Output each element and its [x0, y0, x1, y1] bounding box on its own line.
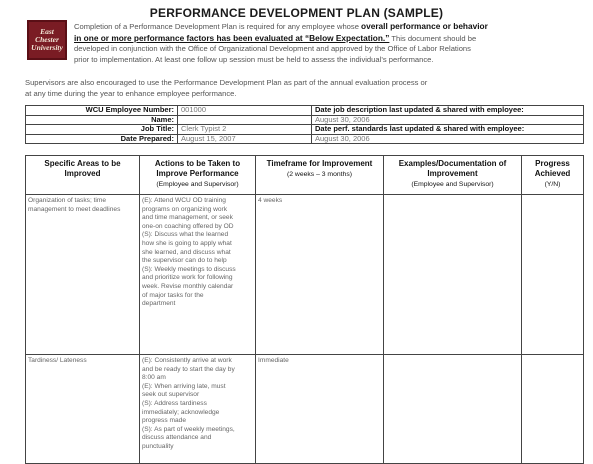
cell-text-line: (S): As part of weekly meetings, [142, 425, 235, 433]
cell-text-line: (S): Address tardiness [142, 399, 207, 407]
page-title: PERFORMANCE DEVELOPMENT PLAN (SAMPLE) [149, 6, 444, 20]
timeframe-cell[interactable] [256, 195, 384, 355]
date-prepared-label: Date Prepared: [26, 134, 178, 144]
cell-text-line: immediately; acknowledge [142, 408, 220, 416]
actions-cell[interactable] [140, 195, 256, 355]
cell-text-line: programs on organizing work [142, 205, 228, 213]
cell-text-line: of major tasks for the [142, 291, 204, 299]
logo-line: East [40, 27, 54, 36]
name-label: Name: [26, 115, 178, 125]
job-description-date-label: Date job description last updated & shared with employee: [312, 106, 584, 116]
supervisor-text: at any time during the year to enhance employee performance. [25, 88, 237, 98]
intro-text: Completion of a Performance Development Plan is required for any employee whose [74, 22, 362, 31]
cell-text-line: (E): Attend WCU OD training [142, 197, 226, 204]
standards-date-field[interactable]: August 30, 2006 [312, 134, 584, 144]
job-description-date-field[interactable]: August 30, 2006 [312, 115, 584, 125]
examples-cell[interactable] [384, 355, 522, 464]
job-title-field[interactable]: Clerk Typist 2 [178, 125, 312, 135]
cell-text-line: how she is going to apply what [142, 239, 232, 247]
column-header-areas: Specific Areas to be Improved [26, 156, 140, 195]
progress-cell[interactable] [522, 195, 584, 355]
university-logo [27, 20, 67, 60]
supervisor-note [25, 78, 585, 99]
column-header-actions: Actions to be Taken to Improve Performance (Employee and Supervisor) [140, 156, 256, 195]
cell-text-line: Immediate [258, 357, 289, 364]
intro-text: This document should be [389, 33, 477, 43]
column-header-progress: Progress Achieved (Y/N) [522, 156, 584, 195]
cell-text-line: and time management, or seek [142, 214, 233, 222]
cell-text-line: and be ready to start the day by [142, 365, 235, 373]
intro-emphasis: overall performance or behavior [361, 21, 488, 31]
cell-text-line: and prioritize work for following [142, 274, 233, 282]
cell-text-line: Organization of tasks; time [28, 197, 107, 204]
intro-emphasis: in one or more performance factors has been evaluated at [74, 32, 306, 43]
employee-number-label: WCU Employee Number: [26, 106, 178, 116]
cell-text-line: 8:00 am [142, 374, 166, 382]
cell-text-line: department [142, 300, 176, 308]
intro-text: developed in conjunction with the Office of Organizational Development and approved by the Office of Labor Relations [74, 44, 471, 53]
intro-emphasis: “Below Expectation.” [305, 32, 390, 43]
cell-text-line: management to meet deadlines [28, 205, 121, 213]
cell-text-line: discuss attendance and [142, 434, 212, 442]
cell-text-line: the supervisor can do to help [142, 257, 227, 265]
progress-cell[interactable] [522, 355, 584, 464]
logo-line: University [31, 43, 63, 52]
logo-line: Chester [35, 35, 59, 44]
area-cell[interactable] [26, 195, 140, 355]
cell-text-line: (E): When arriving late, must [142, 382, 226, 390]
column-header-timeframe: Timeframe for Improvement (2 weeks – 3 months) [256, 156, 384, 195]
table-header-row [26, 156, 584, 195]
supervisor-text: Supervisors are also encouraged to use the Performance Development Plan as part of the annual evaluation process or [25, 78, 428, 87]
improvement-plan-table [25, 155, 584, 464]
job-title-label: Job Title: [26, 125, 178, 135]
cell-text-line: week. Revise monthly calendar [142, 282, 234, 290]
cell-text-line: (S): Weekly meetings to discuss [142, 265, 236, 273]
examples-cell[interactable] [384, 195, 522, 355]
intro-text: prior to implementation. At least one follow up session must be held to assess the individual’s performance. [74, 54, 434, 64]
cell-text-line: progress made [142, 417, 186, 425]
employee-number-field[interactable]: 001000 [178, 106, 312, 116]
timeframe-cell[interactable] [256, 355, 384, 464]
employee-info-table [25, 105, 584, 144]
cell-text-line: one-on coaching offered by OD [142, 222, 234, 230]
cell-text-line: Tardiness/ Lateness [28, 357, 87, 364]
date-prepared-field[interactable]: August 15, 2007 [178, 134, 312, 144]
cell-text-line: she learned, and discuss what [142, 248, 231, 256]
cell-text-line: punctuality [142, 442, 174, 450]
intro-paragraph [74, 21, 586, 65]
table-row [26, 355, 584, 464]
cell-text-line: seek out supervisor [142, 391, 200, 399]
cell-text-line: (S): Discuss what the learned [142, 231, 229, 239]
cell-text-line: 4 weeks [258, 197, 283, 204]
area-cell[interactable] [26, 355, 140, 464]
column-header-examples: Examples/Documentation of Improvement (Employee and Supervisor) [384, 156, 522, 195]
table-row [26, 195, 584, 355]
cell-text-line: (E): Consistently arrive at work [142, 357, 232, 364]
standards-date-label: Date perf. standards last updated & shared with employee: [312, 125, 584, 135]
actions-cell[interactable] [140, 355, 256, 464]
name-field[interactable] [178, 115, 312, 125]
